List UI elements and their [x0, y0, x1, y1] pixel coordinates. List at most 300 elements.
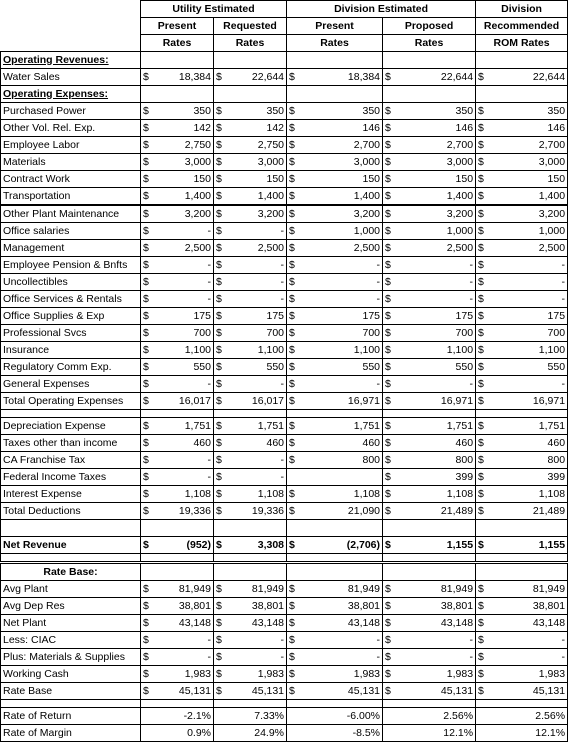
- currency-symbol: $: [141, 503, 155, 520]
- amount-value: 3,308: [228, 537, 287, 554]
- amount-value: 150: [301, 171, 383, 188]
- amount-value: 2,700: [397, 137, 476, 154]
- currency-symbol: $: [383, 171, 397, 188]
- spacer-cell: [141, 554, 214, 563]
- currency-symbol: $: [214, 632, 228, 649]
- empty-cell: [141, 86, 214, 103]
- currency-symbol: $: [383, 581, 397, 598]
- currency-symbol: $: [214, 649, 228, 666]
- table-row: [1, 205, 568, 223]
- header-row-groups: [1, 1, 568, 18]
- currency-symbol: $: [141, 632, 155, 649]
- currency-symbol: $: [383, 137, 397, 154]
- currency-symbol: $: [214, 103, 228, 120]
- amount-value: 1,108: [301, 486, 383, 503]
- spacer-cell: [1, 554, 141, 563]
- amount-value: 700: [155, 325, 214, 342]
- row-label: Other Vol. Rel. Exp.: [1, 120, 141, 137]
- row-label: Office Services & Rentals: [1, 291, 141, 308]
- table-row: [1, 154, 568, 171]
- currency-symbol: $: [214, 120, 228, 137]
- currency-symbol: $: [287, 581, 301, 598]
- amount-value: 43,148: [228, 615, 287, 632]
- header-division-rom-rates: ROM Rates: [476, 35, 568, 52]
- currency-symbol: $: [383, 503, 397, 520]
- row-label: Office Supplies & Exp: [1, 308, 141, 325]
- amount-value: 3,000: [301, 154, 383, 171]
- currency-symbol: $: [141, 581, 155, 598]
- amount-value: -: [228, 632, 287, 649]
- table-row: [1, 581, 568, 598]
- currency-symbol: $: [141, 683, 155, 700]
- table-row: [1, 452, 568, 469]
- currency-symbol: $: [141, 435, 155, 452]
- amount-value: 175: [397, 308, 476, 325]
- empty-cell: [287, 563, 383, 581]
- currency-symbol: $: [383, 69, 397, 86]
- amount-value: 460: [397, 435, 476, 452]
- table-row: [1, 137, 568, 154]
- amount-value: 81,949: [397, 581, 476, 598]
- spacer-cell: [383, 554, 476, 563]
- amount-value: 1,751: [490, 418, 568, 435]
- currency-symbol: $: [476, 171, 490, 188]
- amount-value: 22,644: [397, 69, 476, 86]
- currency-symbol: $: [287, 69, 301, 86]
- currency-symbol: $: [476, 291, 490, 308]
- amount-value: 175: [155, 308, 214, 325]
- amount-value: 38,801: [228, 598, 287, 615]
- header-division: Division: [476, 1, 568, 18]
- currency-symbol: $: [476, 537, 490, 554]
- currency-symbol: $: [287, 240, 301, 257]
- currency-symbol: $: [287, 223, 301, 240]
- currency-symbol: $: [476, 486, 490, 503]
- amount-value: 1,983: [301, 666, 383, 683]
- amount-value: 2,700: [301, 137, 383, 154]
- currency-symbol: $: [383, 240, 397, 257]
- amount-value: 21,489: [490, 503, 568, 520]
- table-row: [1, 537, 568, 554]
- currency-symbol: $: [287, 359, 301, 376]
- ratio-value: -8.5%: [287, 725, 383, 742]
- header-corner: [1, 1, 141, 18]
- amount-value: 175: [228, 308, 287, 325]
- empty-cell: [141, 563, 214, 581]
- currency-symbol: $: [476, 615, 490, 632]
- currency-symbol: $: [141, 359, 155, 376]
- currency-symbol: $: [476, 308, 490, 325]
- amount-value: -: [155, 223, 214, 240]
- amount-value: -: [301, 274, 383, 291]
- spacer-cell: [141, 410, 214, 418]
- amount-value: 1,100: [301, 342, 383, 359]
- ratio-value: 0.9%: [141, 725, 214, 742]
- spacer-cell: [214, 700, 287, 708]
- table-row: [1, 393, 568, 410]
- currency-symbol: $: [141, 376, 155, 393]
- row-label: Rate of Margin: [1, 725, 141, 742]
- row-label: Net Plant: [1, 615, 141, 632]
- currency-symbol: $: [476, 452, 490, 469]
- currency-symbol: $: [287, 632, 301, 649]
- row-label: Total Deductions: [1, 503, 141, 520]
- row-label: Other Plant Maintenance: [1, 205, 141, 223]
- amount-value: -: [155, 376, 214, 393]
- amount-value: 700: [490, 325, 568, 342]
- amount-value: 81,949: [490, 581, 568, 598]
- spacer-row: [1, 700, 568, 708]
- table-row: [1, 274, 568, 291]
- amount-value: 1,983: [228, 666, 287, 683]
- amount-value: 81,949: [155, 581, 214, 598]
- amount-value: 45,131: [397, 683, 476, 700]
- amount-value: 142: [155, 120, 214, 137]
- currency-symbol: $: [287, 649, 301, 666]
- amount-value: -: [490, 632, 568, 649]
- row-label: Depreciation Expense: [1, 418, 141, 435]
- currency-symbol: $: [287, 205, 301, 223]
- currency-symbol: $: [476, 240, 490, 257]
- currency-symbol: $: [287, 615, 301, 632]
- amount-value: 18,384: [155, 69, 214, 86]
- amount-value: 1,983: [490, 666, 568, 683]
- header-division-proposed: Proposed: [383, 18, 476, 35]
- currency-symbol: $: [141, 223, 155, 240]
- spacer-cell: [287, 410, 383, 418]
- amount-value: -: [228, 223, 287, 240]
- currency-symbol: $: [383, 632, 397, 649]
- currency-symbol: $: [141, 615, 155, 632]
- amount-value: 45,131: [155, 683, 214, 700]
- row-label: Contract Work: [1, 171, 141, 188]
- currency-symbol: $: [383, 223, 397, 240]
- ratio-value: 2.56%: [476, 708, 568, 725]
- currency-symbol: $: [287, 393, 301, 410]
- amount-value: 550: [397, 359, 476, 376]
- row-label: Less: CIAC: [1, 632, 141, 649]
- currency-symbol: $: [476, 359, 490, 376]
- row-label: Avg Dep Res: [1, 598, 141, 615]
- currency-symbol: $: [214, 137, 228, 154]
- currency-symbol: $: [383, 154, 397, 171]
- header-utility-estimated: Utility Estimated: [141, 1, 287, 18]
- currency-symbol: $: [476, 598, 490, 615]
- table-row: [1, 257, 568, 274]
- table-row: [1, 308, 568, 325]
- currency-symbol: $: [214, 188, 228, 206]
- currency-symbol: $: [383, 393, 397, 410]
- spacer-cell: [287, 554, 383, 563]
- currency-symbol: $: [214, 325, 228, 342]
- amount-value: 22,644: [490, 69, 568, 86]
- spacer-cell: [383, 520, 476, 537]
- currency-symbol: $: [383, 683, 397, 700]
- amount-value: 45,131: [228, 683, 287, 700]
- amount-value: 800: [397, 452, 476, 469]
- amount-value: 1,155: [490, 537, 568, 554]
- currency-symbol: $: [383, 598, 397, 615]
- amount-value: 146: [490, 120, 568, 137]
- amount-value: -: [490, 376, 568, 393]
- amount-value: -: [155, 649, 214, 666]
- currency-symbol: $: [476, 137, 490, 154]
- table-row: [1, 103, 568, 120]
- spacer-cell: [214, 554, 287, 563]
- row-label: Transportation: [1, 188, 141, 206]
- header-row-2: [1, 18, 568, 35]
- header-utility-requested-rates: Rates: [214, 35, 287, 52]
- row-label: Employee Labor: [1, 137, 141, 154]
- amount-value: 2,500: [301, 240, 383, 257]
- amount-value: -: [155, 632, 214, 649]
- amount-value: -: [397, 376, 476, 393]
- spacer-cell: [1, 410, 141, 418]
- currency-symbol: $: [287, 342, 301, 359]
- amount-value: -: [301, 291, 383, 308]
- currency-symbol: $: [214, 274, 228, 291]
- amount-value: -: [155, 274, 214, 291]
- row-label: Net Revenue: [1, 537, 141, 554]
- amount-value: 150: [490, 171, 568, 188]
- amount-value: 1,100: [228, 342, 287, 359]
- currency-symbol: $: [287, 537, 301, 554]
- currency-symbol: $: [287, 103, 301, 120]
- table-row: [1, 359, 568, 376]
- currency-symbol: $: [287, 257, 301, 274]
- amount-value: -: [301, 632, 383, 649]
- table-row: [1, 69, 568, 86]
- amount-value: 460: [301, 435, 383, 452]
- amount-value: 800: [490, 452, 568, 469]
- currency-symbol: $: [476, 325, 490, 342]
- currency-symbol: $: [287, 274, 301, 291]
- amount-value: 142: [228, 120, 287, 137]
- amount-value: 43,148: [155, 615, 214, 632]
- amount-value: 3,000: [228, 154, 287, 171]
- currency-symbol: $: [476, 120, 490, 137]
- amount-value: 22,644: [228, 69, 287, 86]
- amount-value: 45,131: [490, 683, 568, 700]
- header-utility-present-rates: Rates: [141, 35, 214, 52]
- currency-symbol: $: [214, 171, 228, 188]
- currency-symbol: $: [383, 486, 397, 503]
- amount-value: -: [301, 257, 383, 274]
- currency-symbol: $: [476, 666, 490, 683]
- empty-cell: [476, 563, 568, 581]
- currency-symbol: $: [141, 120, 155, 137]
- amount-value: 1,751: [301, 418, 383, 435]
- currency-symbol: $: [476, 649, 490, 666]
- currency-symbol: $: [383, 469, 397, 486]
- currency-symbol: $: [476, 223, 490, 240]
- row-label: Rate of Return: [1, 708, 141, 725]
- amount-value: 1,108: [228, 486, 287, 503]
- header-division-recommended: Recommended: [476, 18, 568, 35]
- ratio-value: 12.1%: [476, 725, 568, 742]
- currency-symbol: $: [141, 598, 155, 615]
- currency-symbol: $: [287, 666, 301, 683]
- currency-symbol: $: [214, 291, 228, 308]
- table-row: [1, 598, 568, 615]
- currency-symbol: $: [287, 137, 301, 154]
- currency-symbol: $: [476, 188, 490, 206]
- row-label: Interest Expense: [1, 486, 141, 503]
- row-label: Professional Svcs: [1, 325, 141, 342]
- amount-value: 399: [397, 469, 476, 486]
- amount-value: 16,971: [490, 393, 568, 410]
- currency-symbol: $: [141, 274, 155, 291]
- currency-symbol: $: [141, 240, 155, 257]
- currency-symbol: $: [476, 103, 490, 120]
- currency-symbol: $: [214, 469, 228, 486]
- header-division-present-rates: Rates: [287, 35, 383, 52]
- amount-value: 3,000: [397, 154, 476, 171]
- table-row: [1, 325, 568, 342]
- header-division-estimated: Division Estimated: [287, 1, 476, 18]
- amount-value: 1,400: [301, 188, 383, 206]
- amount-value: 350: [301, 103, 383, 120]
- amount-value: -: [228, 291, 287, 308]
- currency-symbol: $: [476, 376, 490, 393]
- amount-value: -: [155, 291, 214, 308]
- currency-symbol: $: [287, 154, 301, 171]
- empty-cell: [214, 563, 287, 581]
- amount-value: 350: [228, 103, 287, 120]
- currency-symbol: $: [141, 418, 155, 435]
- amount-value: -: [397, 291, 476, 308]
- currency-symbol: $: [214, 503, 228, 520]
- section-header-row: [1, 563, 568, 581]
- row-label: Employee Pension & Bnfts: [1, 257, 141, 274]
- ratio-value: 12.1%: [383, 725, 476, 742]
- currency-symbol: $: [141, 486, 155, 503]
- amount-value: 38,801: [155, 598, 214, 615]
- row-label: Avg Plant: [1, 581, 141, 598]
- amount-value: [301, 469, 383, 486]
- table-row: [1, 418, 568, 435]
- amount-value: 460: [155, 435, 214, 452]
- currency-symbol: $: [214, 666, 228, 683]
- amount-value: (2,706): [301, 537, 383, 554]
- currency-symbol: $: [383, 418, 397, 435]
- amount-value: -: [397, 649, 476, 666]
- ratio-value: 2.56%: [383, 708, 476, 725]
- currency-symbol: $: [214, 598, 228, 615]
- empty-cell: [214, 52, 287, 69]
- table-row: [1, 120, 568, 137]
- currency-symbol: $: [383, 615, 397, 632]
- section-label: Operating Expenses:: [1, 86, 141, 103]
- empty-cell: [383, 86, 476, 103]
- currency-symbol: $: [141, 649, 155, 666]
- currency-symbol: $: [214, 359, 228, 376]
- amount-value: 700: [301, 325, 383, 342]
- currency-symbol: $: [287, 435, 301, 452]
- section-label: Operating Revenues:: [1, 52, 141, 69]
- amount-value: 3,200: [301, 205, 383, 223]
- ratio-value: 24.9%: [214, 725, 287, 742]
- amount-value: -: [301, 649, 383, 666]
- amount-value: 175: [490, 308, 568, 325]
- currency-symbol: $: [383, 452, 397, 469]
- currency-symbol: $: [214, 393, 228, 410]
- amount-value: 1,983: [155, 666, 214, 683]
- amount-value: 2,500: [397, 240, 476, 257]
- currency-symbol: $: [476, 205, 490, 223]
- currency-symbol: $: [141, 537, 155, 554]
- table-row: [1, 666, 568, 683]
- currency-symbol: $: [214, 154, 228, 171]
- currency-symbol: $: [214, 205, 228, 223]
- currency-symbol: $: [214, 223, 228, 240]
- amount-value: 350: [397, 103, 476, 120]
- table-row: [1, 291, 568, 308]
- currency-symbol: $: [476, 683, 490, 700]
- amount-value: 81,949: [228, 581, 287, 598]
- row-label: Federal Income Taxes: [1, 469, 141, 486]
- currency-symbol: $: [214, 581, 228, 598]
- currency-symbol: $: [287, 418, 301, 435]
- empty-cell: [476, 52, 568, 69]
- currency-symbol: $: [383, 342, 397, 359]
- ratio-value: 7.33%: [214, 708, 287, 725]
- currency-symbol: $: [287, 171, 301, 188]
- currency-symbol: $: [141, 154, 155, 171]
- currency-symbol: $: [214, 615, 228, 632]
- currency-symbol: $: [141, 666, 155, 683]
- amount-value: 1,400: [155, 188, 214, 206]
- currency-symbol: $: [476, 154, 490, 171]
- currency-symbol: $: [383, 205, 397, 223]
- currency-symbol: $: [214, 486, 228, 503]
- row-label: Rate Base: [1, 683, 141, 700]
- amount-value: 45,131: [301, 683, 383, 700]
- amount-value: 21,090: [301, 503, 383, 520]
- empty-cell: [287, 52, 383, 69]
- amount-value: 399: [490, 469, 568, 486]
- row-label: Management: [1, 240, 141, 257]
- amount-value: -: [228, 257, 287, 274]
- header-utility-present: Present: [141, 18, 214, 35]
- currency-symbol: $: [287, 188, 301, 206]
- amount-value: 2,500: [490, 240, 568, 257]
- amount-value: 350: [155, 103, 214, 120]
- amount-value: -: [397, 632, 476, 649]
- currency-symbol: $: [287, 120, 301, 137]
- amount-value: -: [155, 469, 214, 486]
- row-label: Working Cash: [1, 666, 141, 683]
- header-utility-requested: Requested: [214, 18, 287, 35]
- table-row: [1, 469, 568, 486]
- amount-value: 43,148: [301, 615, 383, 632]
- row-label: Total Operating Expenses: [1, 393, 141, 410]
- section-header-row: [1, 52, 568, 69]
- amount-value: 2,750: [155, 137, 214, 154]
- amount-value: 550: [301, 359, 383, 376]
- currency-symbol: $: [476, 69, 490, 86]
- ratio-row: [1, 708, 568, 725]
- currency-symbol: [287, 469, 301, 486]
- amount-value: 550: [228, 359, 287, 376]
- empty-cell: [141, 52, 214, 69]
- currency-symbol: $: [383, 120, 397, 137]
- amount-value: 1,400: [397, 188, 476, 206]
- currency-symbol: $: [141, 452, 155, 469]
- currency-symbol: $: [383, 291, 397, 308]
- amount-value: 3,000: [155, 154, 214, 171]
- spacer-cell: [287, 700, 383, 708]
